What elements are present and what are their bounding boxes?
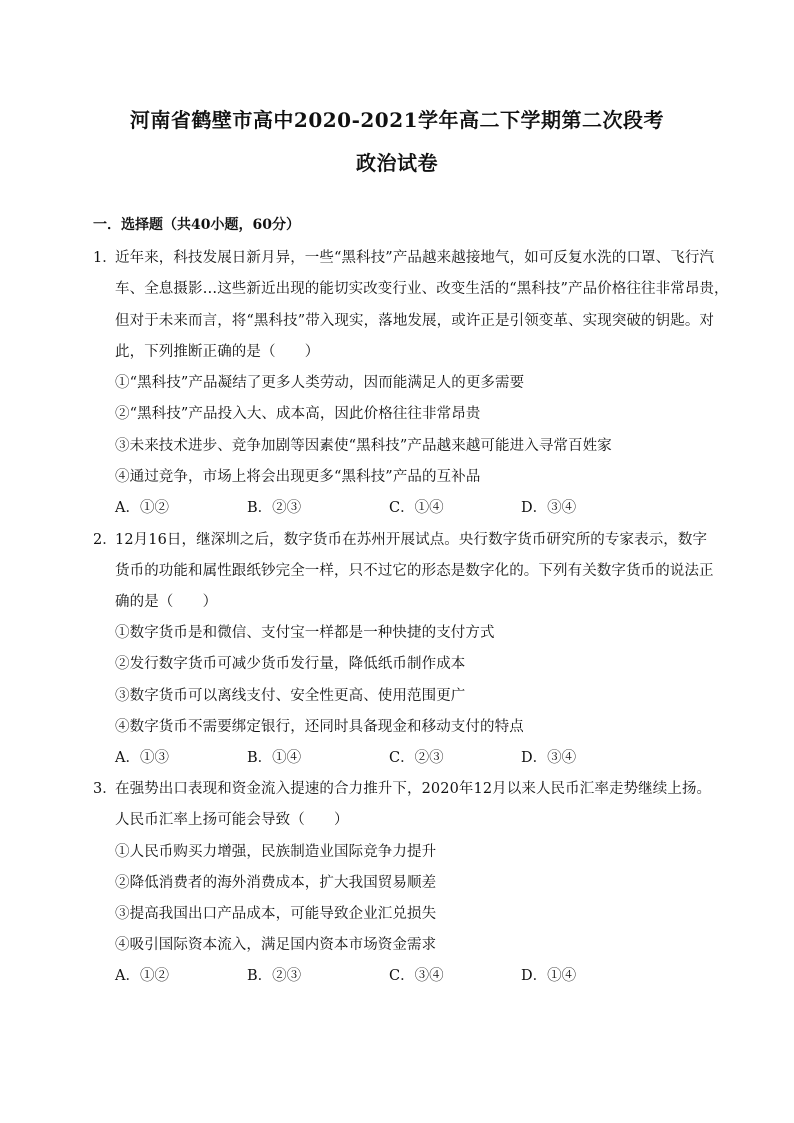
statement-4: ④数字货币不需要绑定银行，还同时具备现金和移动支付的特点 xyxy=(115,719,524,735)
question-number: 3． xyxy=(93,781,117,797)
statement-2: ②“黑科技”产品投入大、成本高，因此价格往往非常昂贵 xyxy=(115,406,481,422)
question-stem-line: 但对于未来而言，将“黑科技”带入现实，落地发展，或许正是引领变革、实现突破的钥匙。对 xyxy=(115,313,715,329)
statement-2: ②降低消费者的海外消费成本，扩大我国贸易顺差 xyxy=(115,875,437,891)
question-stem-line: 12月16日，继深圳之后，数字货币在苏州开展试点。央行数字货币研究所的专家表示，数字 xyxy=(115,532,708,548)
option-c[interactable]: C．③④ xyxy=(389,968,444,984)
statement-1: ①人民币购买力增强，民族制造业国际竞争力提升 xyxy=(115,844,437,860)
question-stem-line: 在强势出口表现和资金流入提速的合力推升下，2020年12月以来人民币汇率走势继续上扬。 xyxy=(115,781,712,797)
question-stem-line: 人民币汇率上扬可能会导致（ ） xyxy=(115,812,349,828)
question-stem-line: 车、全息摄影…这些新近出现的能切实改变行业、改变生活的“黑科技”产品价格往往非常昂贵， xyxy=(115,281,729,297)
option-a[interactable]: A．①③ xyxy=(115,750,169,766)
option-a[interactable]: A．①② xyxy=(115,500,169,516)
exam-subtitle: 政治试卷 xyxy=(356,151,438,175)
statement-4: ④通过竞争，市场上将会出现更多“黑科技”产品的互补品 xyxy=(115,469,481,485)
statement-3: ③数字货币可以离线支付、安全性更高、使用范围更广 xyxy=(115,688,466,704)
option-d[interactable]: D．③④ xyxy=(521,500,577,516)
statement-3: ③未来技术进步、竞争加剧等因素使“黑科技”产品越来越可能进入寻常百姓家 xyxy=(115,438,612,454)
statement-3: ③提高我国出口产品成本，可能导致企业汇兑损失 xyxy=(115,906,437,922)
option-c[interactable]: C．②③ xyxy=(389,750,444,766)
question-stem-line: 确的是（ ） xyxy=(115,594,218,610)
option-a[interactable]: A．①② xyxy=(115,968,169,984)
section-heading: 一．选择题（共40小题，60分） xyxy=(93,217,300,233)
question-number: 1． xyxy=(93,250,117,266)
option-b[interactable]: B．②③ xyxy=(247,500,302,516)
statement-4: ④吸引国际资本流入，满足国内资本市场资金需求 xyxy=(115,937,437,953)
option-d[interactable]: D．①④ xyxy=(521,968,577,984)
statement-1: ①“黑科技”产品凝结了更多人类劳动，因而能满足人的更多需要 xyxy=(115,375,525,391)
exam-title: 河南省鹤壁市高中2020-2021学年高二下学期第二次段考 xyxy=(129,108,665,132)
option-d[interactable]: D．③④ xyxy=(521,750,577,766)
option-c[interactable]: C．①④ xyxy=(389,500,444,516)
option-b[interactable]: B．②③ xyxy=(247,968,302,984)
question-stem-line: 此，下列推断正确的是（ ） xyxy=(115,344,320,360)
question-stem-line: 货币的功能和属性跟纸钞完全一样，只不过它的形态是数字化的。下列有关数字货币的说法正 xyxy=(115,563,714,579)
question-number: 2． xyxy=(93,532,117,548)
option-b[interactable]: B．①④ xyxy=(247,750,302,766)
statement-1: ①数字货币是和微信、支付宝一样都是一种快捷的支付方式 xyxy=(115,625,495,641)
statement-2: ②发行数字货币可减少货币发行量，降低纸币制作成本 xyxy=(115,656,466,672)
question-stem-line: 近年来，科技发展日新月异，一些“黑科技”产品越来越接地气，如可反复水洗的口罩、飞行汽 xyxy=(115,250,715,266)
